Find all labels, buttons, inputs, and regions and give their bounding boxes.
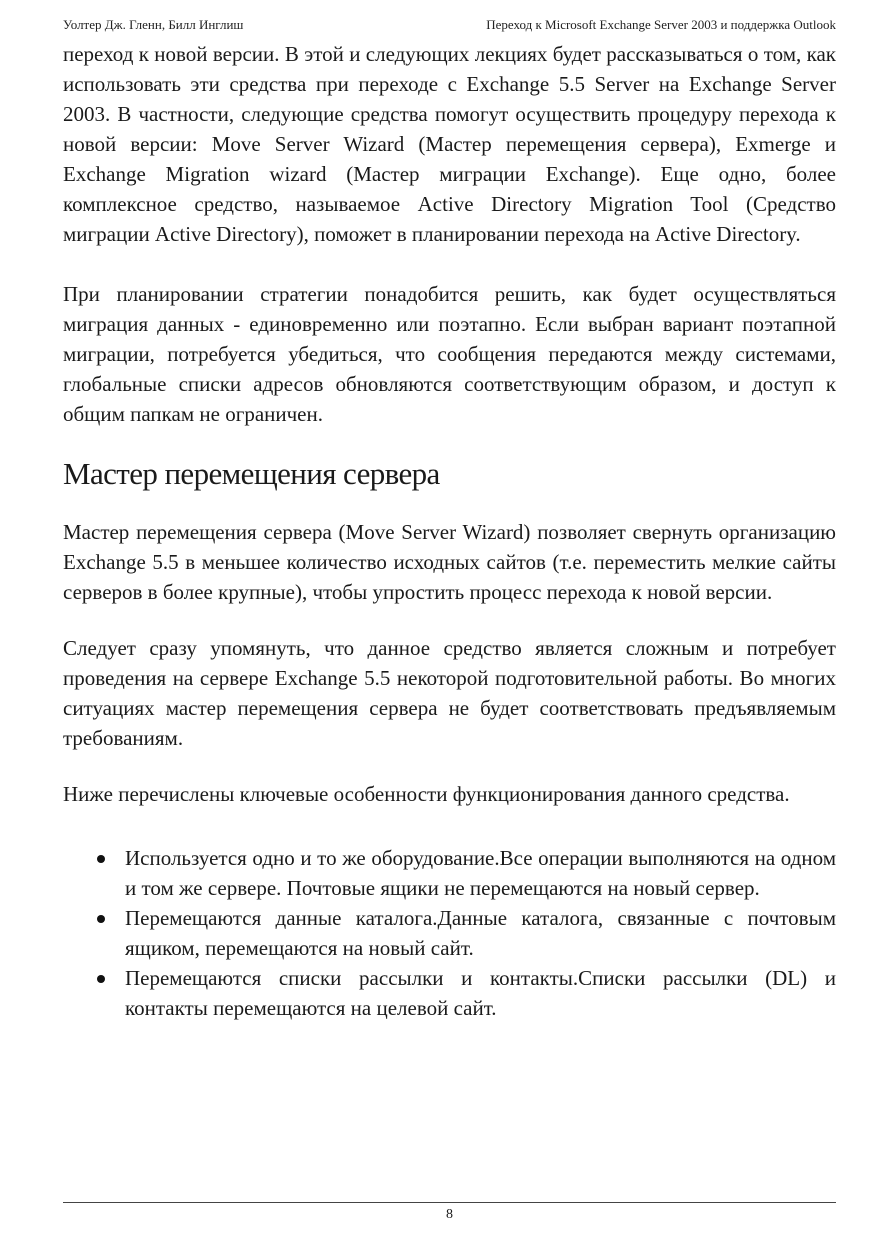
section-heading: Мастер перемещения сервера: [63, 456, 440, 491]
list-item-text: Перемещаются данные каталога.Данные каталога, связанные с почтовым ящиком, перемещаются на новый сайт.: [125, 906, 836, 960]
bullet-icon: [97, 975, 105, 983]
paragraph-migration-strategy: При планировании стратегии понадобится решить, как будет осуществляться миграция данных - единовременно или поэтапно. Если выбран вариант поэтапной миграции, потребуется убедиться, что сообщения передаются между системами, глобальные списки адресов обновляются соответствующим образом, и доступ к общим папкам не ограничен.: [63, 282, 836, 426]
running-header: [63, 16, 836, 34]
footer-divider: [63, 1202, 836, 1203]
header-book-title: Переход к Microsoft Exchange Server 2003 и поддержка Outlook: [486, 17, 836, 32]
list-item: [63, 843, 836, 903]
bullet-icon: [97, 915, 105, 923]
page-content: [63, 39, 836, 1023]
features-list: [63, 843, 836, 1023]
page-number: 8: [446, 1207, 453, 1222]
bullet-icon: [97, 855, 105, 863]
paragraph-move-server-complexity: Следует сразу упомянуть, что данное средство является сложным и потребует проведения на сервере Exchange 5.5 некоторой подготовительной работы. Во многих ситуациях мастер перемещения сервера не будет соответствовать предъявляемым требованиям.: [63, 636, 836, 750]
paragraph-move-server-description: Мастер перемещения сервера (Move Server Wizard) позволяет свернуть организацию Exchange 5.5 в меньшее количество исходных сайтов (т.е. переместить мелкие сайты серверов в более крупные), чтобы упростить процесс перехода к новой версии.: [63, 520, 836, 604]
list-item: [63, 903, 836, 963]
list-item-text: Перемещаются списки рассылки и контакты.Списки рассылки (DL) и контакты перемещаются на целевой сайт.: [125, 966, 836, 1020]
paragraph-features-intro: Ниже перечислены ключевые особенности функционирования данного средства.: [63, 782, 790, 806]
list-item-text: Используется одно и то же оборудование.Все операции выполняются на одном и том же сервере. Почтовые ящики не перемещаются на новый сервер.: [125, 846, 836, 900]
paragraph-intro-continuation: переход к новой версии. В этой и следующих лекциях будет рассказываться о том, как использовать эти средства при переходе с Exchange 5.5 Server на Exchange Server 2003. В частности, следующие средства помогут осуществить процедуру перехода к новой версии: Move Server Wizard (Мастер перемещения сервера), Exmerge и Exchange Migration wizard (Мастер миграции Exchange). Еще одно, более комплексное средство, называемое Active Directory Migration Tool (Средство миграции Active Directory), поможет в планировании перехода на Active Directory.: [63, 42, 836, 246]
header-authors: Уолтер Дж. Гленн, Билл Инглиш: [63, 17, 244, 32]
list-item: [63, 963, 836, 1023]
